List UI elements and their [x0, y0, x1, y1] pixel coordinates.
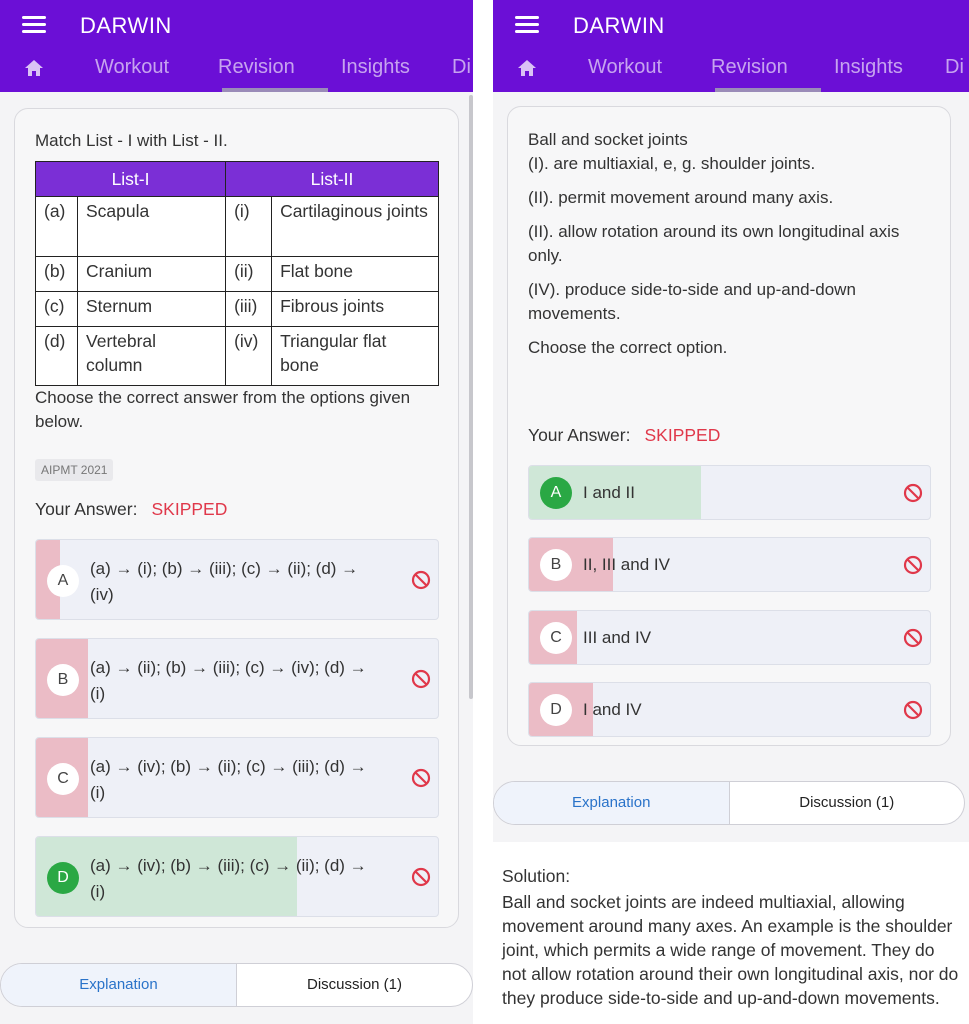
your-answer — [35, 499, 227, 520]
table-cell: Cartilaginous joints — [272, 197, 439, 257]
explanation-discussion-toggle — [0, 963, 473, 1007]
table-cell: Fibrous joints — [272, 292, 439, 327]
block-icon[interactable] — [903, 483, 923, 503]
home-icon[interactable] — [24, 58, 44, 78]
table-cell: (i) — [226, 197, 272, 257]
option-letter: B — [47, 664, 79, 696]
option-b[interactable] — [35, 638, 439, 719]
option-text: (a) → (i); (b) → (iii); (c) → (ii); (d) → (iv) — [90, 559, 359, 604]
option-a[interactable] — [35, 539, 439, 620]
tab-revision[interactable]: Revision — [711, 56, 788, 78]
table-cell: Sternum — [78, 292, 226, 327]
option-text: II, III and IV — [583, 555, 670, 574]
menu-icon[interactable] — [22, 15, 46, 35]
app-bar — [0, 0, 473, 92]
explanation-button[interactable]: Explanation — [1, 964, 237, 1006]
block-icon[interactable] — [411, 867, 431, 887]
scrollbar[interactable] — [469, 95, 473, 699]
explanation-button[interactable]: Explanation — [494, 782, 730, 824]
menu-icon[interactable] — [515, 15, 539, 35]
table-cell: (iii) — [226, 292, 272, 327]
right-screen — [493, 0, 969, 1024]
table-cell: Vertebral column — [78, 327, 226, 386]
option-text: (a) → (ii); (b) → (iii); (c) → (iv); (d) → (i) — [90, 658, 367, 703]
block-icon[interactable] — [411, 570, 431, 590]
table-cell: Scapula — [78, 197, 226, 257]
option-letter: C — [47, 763, 79, 795]
option-a[interactable] — [528, 465, 931, 520]
tab-insights[interactable]: Insights — [341, 56, 410, 78]
block-icon[interactable] — [903, 628, 923, 648]
option-text: (a) → (iv); (b) → (ii); (c) → (iii); (d) → (i) — [90, 757, 367, 802]
option-letter: B — [540, 549, 572, 581]
option-text: I and II — [583, 483, 635, 502]
option-text: III and IV — [583, 628, 652, 647]
discussion-button[interactable]: Discussion (1) — [799, 794, 895, 811]
your-answer-status: SKIPPED — [644, 425, 721, 445]
table-header-list2: List-II — [226, 162, 439, 197]
table-cell: Cranium — [78, 257, 226, 292]
option-d[interactable] — [528, 682, 931, 737]
option-letter: D — [540, 694, 572, 726]
table-row — [36, 292, 439, 327]
left-screen — [0, 0, 473, 1024]
match-table — [35, 161, 439, 386]
option-c[interactable] — [528, 610, 931, 665]
table-header-list1: List-I — [36, 162, 226, 197]
block-icon[interactable] — [903, 700, 923, 720]
your-answer-label: Your Answer: — [35, 499, 138, 519]
question-line: Choose the correct option. — [528, 338, 728, 357]
app-bar — [493, 0, 969, 92]
option-text: (a) → (iv); (b) → (iii); (c) → (ii); (d) → (i) — [90, 856, 367, 901]
tab-workout[interactable]: Workout — [588, 56, 663, 78]
your-answer-label: Your Answer: — [528, 425, 631, 445]
tab-discussion[interactable]: Di — [945, 56, 964, 78]
option-text: I and IV — [583, 700, 642, 719]
your-answer — [528, 425, 720, 446]
explanation-discussion-toggle — [493, 781, 965, 825]
table-cell: Flat bone — [272, 257, 439, 292]
app-title: DARWIN — [80, 13, 172, 38]
option-d[interactable] — [35, 836, 439, 917]
tab-indicator — [715, 88, 821, 92]
question-line: (II). permit movement around many axis. — [528, 188, 834, 207]
question-line: (I). are multiaxial, e, g. shoulder joints. — [528, 154, 816, 173]
question-line: (IV). produce side-to-side and up-and-down movements. — [528, 280, 856, 323]
home-icon[interactable] — [517, 58, 537, 78]
block-icon[interactable] — [411, 669, 431, 689]
tab-workout[interactable]: Workout — [95, 56, 170, 78]
option-letter: C — [540, 622, 572, 654]
table-cell: (ii) — [226, 257, 272, 292]
option-letter: A — [47, 565, 79, 597]
solution-label: Solution: — [502, 866, 571, 886]
option-c[interactable] — [35, 737, 439, 818]
table-row — [36, 327, 439, 386]
discussion-button[interactable]: Discussion (1) — [306, 976, 403, 993]
table-cell: Triangular flat bone — [272, 327, 439, 386]
tab-insights[interactable]: Insights — [834, 56, 903, 78]
solution-panel — [493, 842, 969, 1024]
tab-discussion[interactable]: Di — [452, 56, 471, 78]
table-cell: (d) — [36, 327, 78, 386]
solution-text: Ball and socket joints are indeed multiaxial, allowing movement around many axes. An example is the shoulder joint, which permits a wide range of movement. They do not allow rotation around their own longitudinal axis, nor do they produce side-to-side and up-and-down movements. — [502, 892, 959, 1008]
tab-indicator — [222, 88, 328, 92]
table-cell: (b) — [36, 257, 78, 292]
table-row — [36, 197, 439, 257]
question-intro: Match List - I with List - II. — [35, 131, 228, 150]
tab-revision[interactable]: Revision — [218, 56, 295, 78]
option-letter-correct: A — [540, 477, 572, 509]
table-cell: (iv) — [226, 327, 272, 386]
option-letter-correct: D — [47, 862, 79, 894]
table-cell: (a) — [36, 197, 78, 257]
block-icon[interactable] — [411, 768, 431, 788]
question-line: (II). allow rotation around its own longitudinal axis only. — [528, 222, 900, 265]
app-title: DARWIN — [573, 13, 665, 38]
option-b[interactable] — [528, 537, 931, 592]
your-answer-status: SKIPPED — [151, 499, 228, 519]
table-cell: (c) — [36, 292, 78, 327]
block-icon[interactable] — [903, 555, 923, 575]
table-row — [36, 257, 439, 292]
question-line: Ball and socket joints — [528, 130, 688, 149]
question-outro: Choose the correct answer from the options given below. — [35, 388, 411, 431]
exam-tag: AIPMT 2021 — [35, 459, 113, 481]
